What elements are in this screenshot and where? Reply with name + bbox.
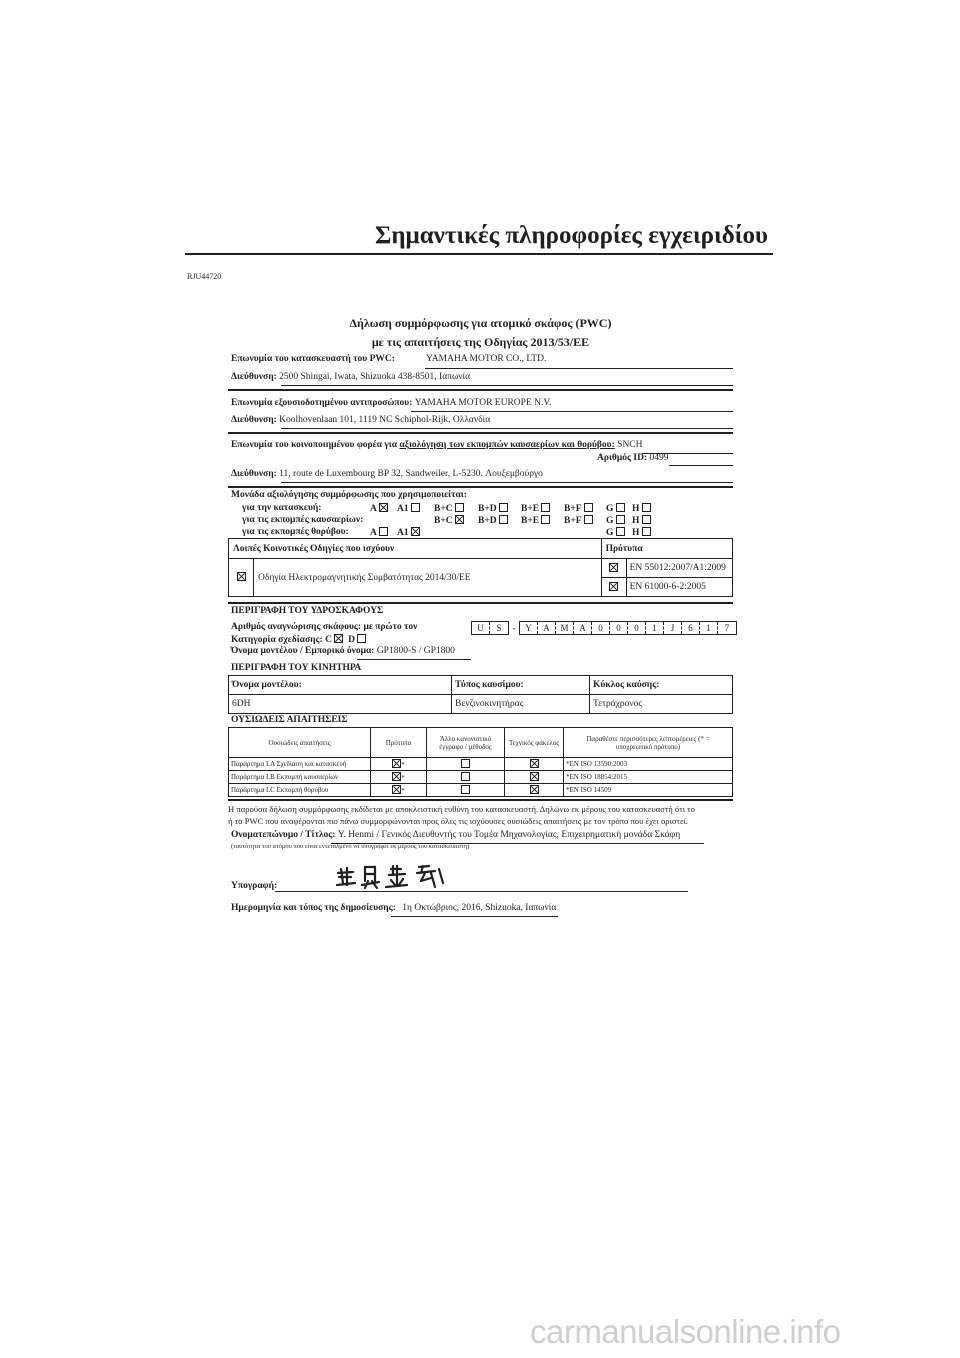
standards-cell: *: [371, 771, 427, 784]
option-be: B+E: [521, 503, 550, 514]
technical-file-cell: [505, 784, 564, 797]
essential-header: Ουσιώδεις απαιτήσεις: [229, 728, 371, 758]
representative-address-row: [231, 415, 490, 425]
signatory-row: [231, 830, 680, 840]
option-be: B+E: [521, 515, 550, 526]
option-h: H: [632, 527, 651, 538]
notified-body-label-underlined: αξιολόγηση των εκπομπών καυσαερίων και θορύβου:: [399, 440, 615, 450]
craft-heading: ΠΕΡΙΓΡΑΦΗ ΤΟΥ ΥΔΡΟΣΚΑΦΟΥΣ: [231, 606, 384, 616]
model-label: Όνομα μοντέλου / Εμπορικό όνομα:: [231, 646, 375, 656]
option-bf: B+F: [564, 503, 593, 514]
id-dash: -: [512, 623, 516, 633]
module-row-construction: [231, 503, 731, 515]
checkbox: [499, 503, 508, 512]
address-label: Διεύθυνση:: [231, 372, 277, 382]
signatory-note: (ταυτότητα του ατόμου που είναι εντεταλμένο να υπογράφει εκ μέρους του κατασκευαστή): [231, 843, 470, 850]
id-char: M: [556, 622, 574, 634]
id-char: 1: [646, 622, 664, 634]
checkbox-checked: [530, 759, 539, 768]
option-a: A: [370, 527, 388, 538]
standard-value: EN 55012:2007/A1:2009: [626, 559, 732, 578]
checkbox-checked: [411, 527, 420, 536]
design-c: C: [325, 635, 332, 645]
declaration-subtitle: με τις απαιτήσεις της Οδηγίας 2013/53/ΕΕ: [371, 335, 590, 349]
section-divider: [228, 799, 733, 801]
notified-body-row: [231, 440, 643, 450]
section-divider: [228, 389, 733, 391]
id-value: 0499: [649, 453, 669, 463]
id-char: J: [664, 622, 682, 634]
date-line: [391, 916, 558, 917]
watermark-text: carmanualsonline.info: [530, 1313, 841, 1350]
section-divider: [228, 486, 733, 488]
directive-checkbox-cell: [229, 559, 254, 597]
signatory-value: Y. Henmi / Γενικός Διευθυντής του Τομέα Μηχανολογίας, Επιχειρηματική μονάδα Σκάφη: [337, 830, 681, 840]
directives-header: Λοιπές Κοινοτικές Οδηγίες που ισχύουν: [229, 539, 602, 559]
checkbox-checked: [455, 515, 464, 524]
checkbox: [584, 515, 593, 524]
statement-line-1: Η παρούσα δήλωση συμμόρφωσης εκδίδεται με αποκλειστική ευθύνη του κατασκευαστή. Δηλώνω εκ μέρους του κατασκευαστή ότι το: [228, 804, 695, 814]
checkbox-checked: [237, 572, 246, 581]
checkbox: [642, 527, 651, 536]
checkbox: [379, 527, 388, 536]
standard-checkbox-cell: [601, 559, 626, 578]
other-method-cell: [427, 771, 505, 784]
checkbox: [461, 785, 470, 794]
checkbox: [461, 759, 470, 768]
engine-value: Βενζινοκινητήρας: [452, 695, 590, 714]
standards-cell: *: [371, 784, 427, 797]
requirement-name: Παράρτημα I.A Σχεδίαση και κατασκευή: [229, 758, 371, 771]
checkbox: [616, 515, 625, 524]
other-method-cell: [427, 758, 505, 771]
id-char: 1: [700, 622, 718, 634]
id-char: A: [538, 622, 556, 634]
option-bd: B+D: [478, 503, 508, 514]
standards-header: Πρότυπα: [601, 539, 732, 559]
manufacturer-address-line: [281, 385, 733, 386]
document-code: RJU44720: [187, 272, 222, 281]
option-g: G: [606, 515, 625, 526]
requirement-detail: *EN ISO 13590:2003: [564, 758, 733, 771]
essential-table: [228, 727, 733, 797]
checkbox-checked: [530, 785, 539, 794]
engine-value: 6DH: [229, 695, 452, 714]
signatory-label: Ονοματεπώνυμο / Τίτλος:: [231, 830, 336, 840]
signature-image: [335, 863, 450, 891]
notified-body-id-row: [597, 453, 668, 463]
checkbox-checked: [609, 582, 618, 591]
checkbox-checked: [609, 563, 618, 572]
checkbox: [642, 515, 651, 524]
checkbox: [541, 515, 550, 524]
checkbox: [642, 503, 651, 512]
option-bf: B+F: [564, 515, 593, 526]
model-row: [231, 646, 455, 656]
checkbox: [616, 503, 625, 512]
checkbox-checked: [392, 785, 401, 794]
engine-value: Τετράχρονος: [590, 695, 733, 714]
option-bc: B+C: [434, 515, 464, 526]
essential-heading: ΟΥΣΙΩΔΕΙΣ ΑΠΑΙΤΗΣΕΙΣ: [231, 715, 348, 725]
id-char: A: [574, 622, 592, 634]
id-line: [669, 465, 733, 466]
id-char: Y: [520, 622, 538, 634]
design-d: D: [348, 635, 355, 645]
date-value: 1η Οκτώβριος, 2016, Shizuoka, Ιαπωνία: [402, 903, 557, 913]
representative-address: Koolhovenlaan 101, 1119 NC Schiphol-Rijk, Ολλανδία: [279, 415, 491, 425]
date-row: [231, 903, 556, 913]
address-label: Διεύθυνση:: [231, 415, 277, 425]
id-label: Αριθμός ID:: [597, 453, 648, 463]
option-h: H: [632, 503, 651, 514]
checkbox-checked: [379, 503, 388, 512]
requirement-name: Παράρτημα I.C Εκπομπή θορύβου: [229, 784, 371, 797]
module-row-label: για τις εκπομπές θορύβου:: [242, 527, 349, 537]
module-row-label: για την κατασκευή:: [242, 503, 322, 513]
checkbox: [541, 503, 550, 512]
essential-header: Παραθέστε περισσότερες λεπτομέρειες (* = υποχρεωτικό πρότυπο): [564, 728, 733, 758]
option-a1: A1: [397, 527, 420, 538]
representative-row: [231, 398, 551, 408]
manufacturer-value: YAMAHA MOTOR CO., LTD.: [426, 354, 547, 364]
option-a1: A1: [397, 503, 420, 514]
essential-header: Τεχνικός φάκελος: [505, 728, 564, 758]
declaration-title: Δήλωση συμμόρφωσης για ατομικό σκάφος (PWC): [349, 316, 612, 330]
checkbox-checked: [530, 772, 539, 781]
model-value: GP1800-S / GP1800: [376, 646, 455, 656]
date-label: Ημερομηνία και τόπος της δημοσίευσης:: [231, 903, 396, 913]
id-prefix-box: [471, 621, 509, 635]
requirement-name: Παράρτημα I.B Εκπομπή καυσαερίων: [229, 771, 371, 784]
essential-header: Άλλο κανονιστικό έγγραφο / μέθοδος: [427, 728, 505, 758]
checkbox-checked: [334, 634, 343, 643]
engine-table: [228, 675, 733, 714]
module-row-label: για τις εκπομπές καυσαερίων:: [242, 515, 364, 525]
technical-file-cell: [505, 771, 564, 784]
checkbox: [461, 772, 470, 781]
header-rule: [185, 253, 773, 255]
manufacturer-row: [231, 354, 547, 364]
checkbox: [584, 503, 593, 512]
manufacturer-address: 2500 Shingai, Iwata, Shizuoka 438-8501, Ιαπωνία: [279, 372, 471, 382]
checkbox: [357, 634, 366, 643]
engine-header: Όνομα μοντέλου:: [229, 676, 452, 695]
representative-line: [411, 411, 733, 412]
requirement-detail: *EN ISO 14509: [564, 784, 733, 797]
checkbox-checked: [392, 759, 401, 768]
id-char: S: [496, 623, 502, 633]
statement-line-2: ή τα PWC που αναφέρονται πιο πάνω συμμορφώνονται προς όλες τις ισχύουσες ουσιώδεις απαιτήσεις με τον τρόπο που έχει οριστεί.: [228, 816, 689, 826]
page-title: Σημαντικές πληροφορίες εγχειριδίου: [375, 222, 768, 249]
notified-body-label: Επωνυμία του κοινοποιημένου φορέα για: [231, 440, 398, 450]
requirement-detail: *EN ISO 18854:2015: [564, 771, 733, 784]
option-a: A: [370, 503, 388, 514]
design-category-label: Κατηγορία σχεδίασης:: [231, 635, 323, 645]
essential-header: Πρότυπα: [371, 728, 427, 758]
checkbox: [411, 503, 420, 512]
representative-address-line: [281, 428, 733, 429]
option-g: G: [606, 527, 625, 538]
notified-body-value: SNCH: [617, 440, 643, 450]
craft-id-number: [471, 621, 737, 635]
standard-value: EN 61000-6-2:2005: [626, 578, 732, 597]
section-divider: [228, 602, 733, 604]
other-method-cell: [427, 784, 505, 797]
checkbox: [499, 515, 508, 524]
module-row-exhaust: [231, 515, 731, 527]
module-heading: Μονάδα αξιολόγησης συμμόρφωσης που χρησιμοποιείται:: [231, 490, 467, 500]
id-char: 0: [610, 622, 628, 634]
notified-body-address: 11, route de Luxembourg BP 32, Sandweiler, L-5230. Λουξεμβούργο: [279, 469, 543, 479]
notified-body-address-line: [281, 482, 733, 483]
checkbox: [616, 527, 625, 536]
engine-header: Τύπος καυσίμου:: [452, 676, 590, 695]
standard-checkbox-cell: [601, 578, 626, 597]
option-h: H: [632, 515, 651, 526]
option-bd: B+D: [478, 515, 508, 526]
id-char: 0: [592, 622, 610, 634]
representative-value: YAMAHA MOTOR EUROPE N.V.: [414, 398, 552, 408]
craft-id-label: Αριθμός αναγνώρισης σκάφους: με πρώτο τον: [231, 622, 418, 632]
representative-label: Επωνυμία εξουσιοδοτημένου αντιπροσώπου:: [231, 398, 413, 408]
notified-body-address-row: [231, 469, 543, 479]
section-divider: [228, 432, 733, 434]
id-char: U: [472, 622, 490, 634]
checkbox: [455, 503, 464, 512]
signature-line: [275, 891, 688, 892]
directives-table: [228, 538, 733, 597]
checkbox-checked: [392, 772, 401, 781]
engine-header: Κύκλος καύσης:: [590, 676, 733, 695]
id-main-box: [519, 621, 737, 635]
technical-file-cell: [505, 758, 564, 771]
option-g: G: [606, 503, 625, 514]
option-bc: B+C: [434, 503, 464, 514]
engine-heading: ΠΕΡΙΓΡΑΦΗ ΤΟΥ ΚΙΝΗΤΗΡΑ: [231, 663, 362, 673]
model-line: [357, 659, 471, 660]
design-category-row: [231, 634, 366, 645]
signature-label: Υπογραφή:: [231, 881, 278, 891]
manufacturer-line: [425, 368, 733, 369]
id-char: 7: [724, 623, 730, 633]
id-char: 6: [682, 622, 700, 634]
manufacturer-address-row: [231, 372, 470, 382]
standards-cell: *: [371, 758, 427, 771]
address-label: Διεύθυνση:: [231, 469, 277, 479]
directive-name: Οδηγία Ηλεκτρομαγνητικής Συμβατότητας 2014/30/ΕΕ: [254, 559, 602, 597]
id-char: 0: [628, 622, 646, 634]
manufacturer-label: Επωνυμία του κατασκευαστή του PWC:: [231, 354, 395, 364]
